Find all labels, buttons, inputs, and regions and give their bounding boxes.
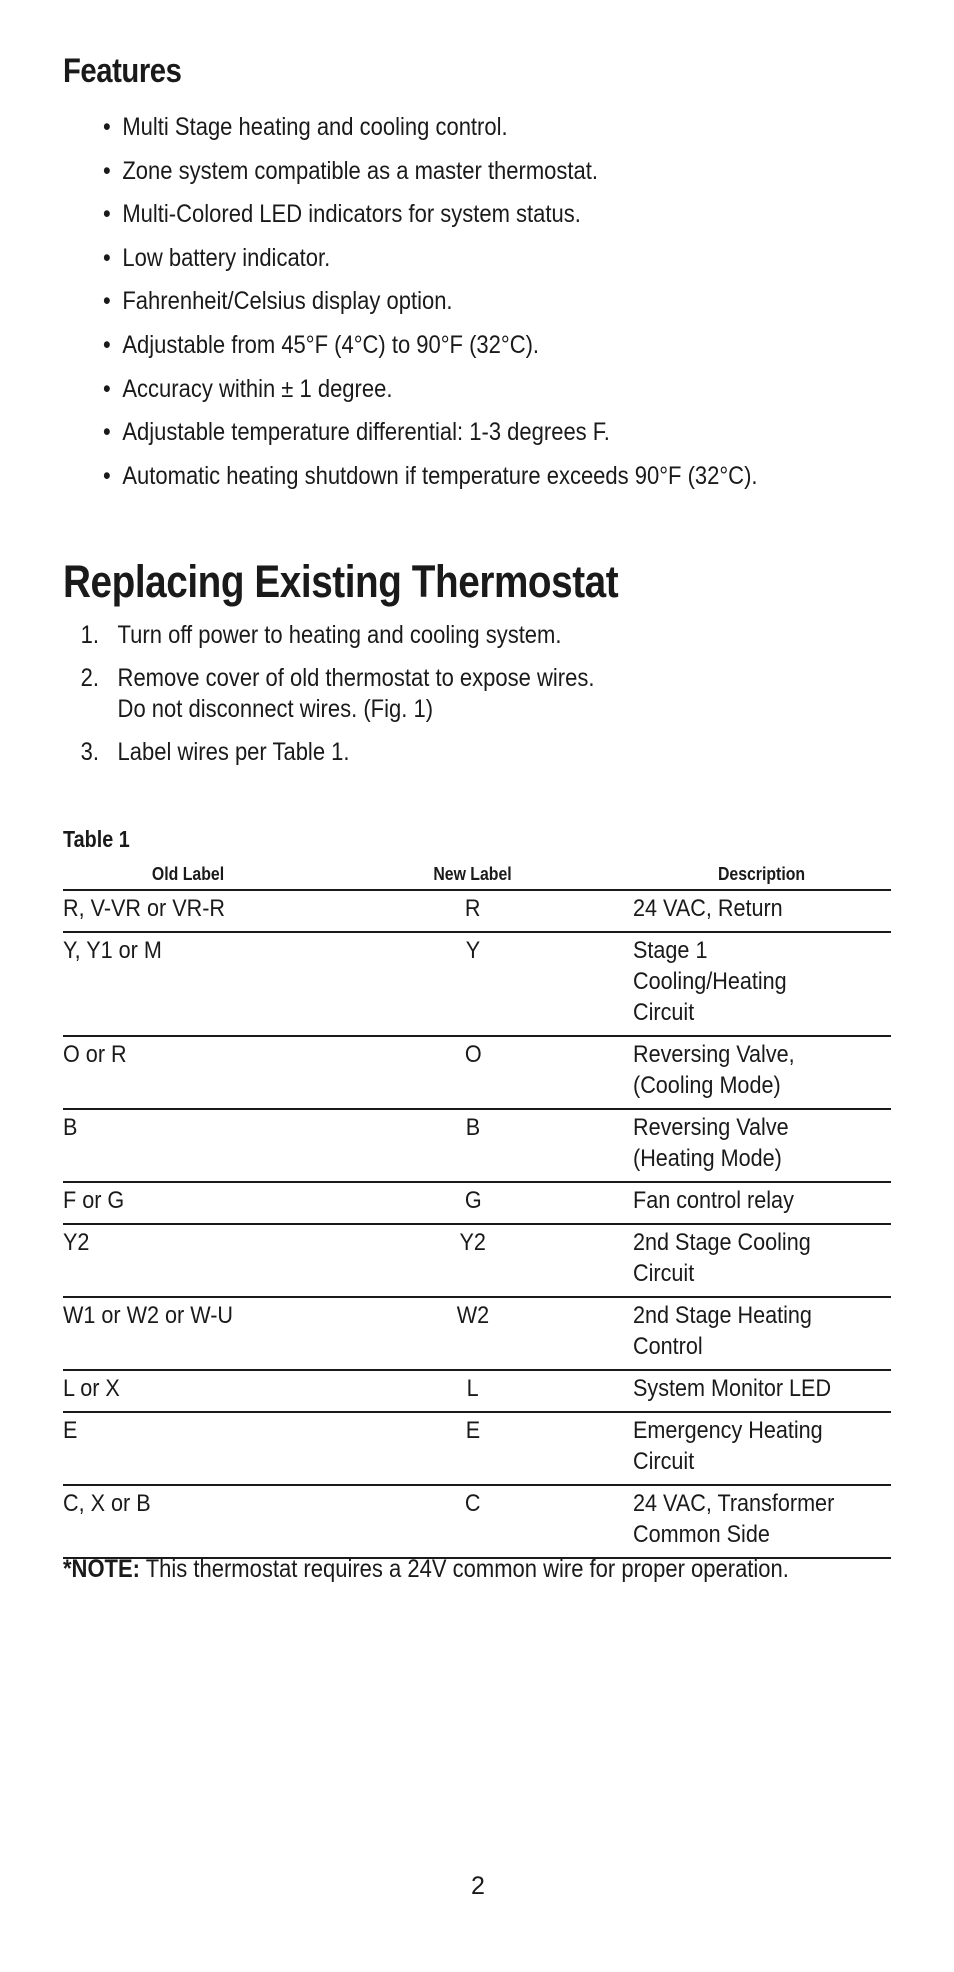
new-label-cell: C bbox=[313, 1485, 633, 1558]
table-row bbox=[63, 1182, 891, 1224]
note-label: *NOTE: bbox=[63, 1555, 140, 1583]
description-cell: 2nd Stage Heating Control bbox=[633, 1297, 891, 1370]
column-header-description: Description bbox=[633, 864, 891, 890]
table-header-row bbox=[63, 864, 891, 890]
column-header-old-label: Old Label bbox=[63, 864, 313, 890]
step-text: Turn off power to heating and cooling system. bbox=[117, 621, 562, 649]
step-item bbox=[63, 737, 594, 768]
features-list bbox=[103, 112, 847, 504]
new-label-cell: W2 bbox=[313, 1297, 633, 1370]
features-heading: Features bbox=[63, 52, 182, 90]
table-row bbox=[63, 1036, 891, 1109]
bullet-icon: • bbox=[103, 200, 111, 229]
description-cell: 24 VAC, Transformer Common Side bbox=[633, 1485, 891, 1558]
feature-item bbox=[103, 330, 758, 374]
note bbox=[63, 1554, 789, 1585]
feature-item bbox=[103, 286, 758, 330]
step-text: Label wires per Table 1. bbox=[117, 738, 350, 766]
feature-item bbox=[103, 374, 758, 418]
replacing-heading: Replacing Existing Thermostat bbox=[63, 556, 619, 607]
table-row bbox=[63, 1224, 891, 1297]
new-label-cell: G bbox=[313, 1182, 633, 1224]
old-label-cell: C, X or B bbox=[63, 1485, 313, 1558]
step-number: 2. bbox=[80, 664, 99, 692]
old-label-cell: Y, Y1 or M bbox=[63, 932, 313, 1036]
old-label-cell: F or G bbox=[63, 1182, 313, 1224]
description-cell: 24 VAC, Return bbox=[633, 890, 891, 932]
wire-label-table bbox=[63, 864, 891, 1559]
bullet-icon: • bbox=[103, 287, 111, 316]
page-number: 2 bbox=[471, 1872, 485, 1900]
feature-item bbox=[103, 417, 758, 461]
feature-text: Zone system compatible as a master thermostat. bbox=[122, 156, 599, 185]
old-label-cell: W1 or W2 or W-U bbox=[63, 1297, 313, 1370]
bullet-icon: • bbox=[103, 113, 111, 141]
note-text: This thermostat requires a 24V common wire for proper operation. bbox=[140, 1555, 789, 1583]
bullet-icon: • bbox=[103, 461, 111, 490]
old-label-cell: R, V-VR or VR-R bbox=[63, 890, 313, 932]
old-label-cell: Y2 bbox=[63, 1224, 313, 1297]
new-label-cell: O bbox=[313, 1036, 633, 1109]
manual-page bbox=[63, 0, 893, 1972]
step-number: 3. bbox=[80, 738, 99, 766]
step-item bbox=[63, 663, 594, 725]
feature-item bbox=[103, 156, 758, 200]
feature-text: Adjustable temperature differential: 1-3 degrees F. bbox=[122, 418, 610, 447]
step-item bbox=[63, 620, 594, 651]
table-title: Table 1 bbox=[63, 826, 130, 852]
feature-text: Multi-Colored LED indicators for system status. bbox=[122, 200, 581, 229]
table-row bbox=[63, 1297, 891, 1370]
table-row bbox=[63, 1109, 891, 1182]
feature-text: Automatic heating shutdown if temperature exceeds 90°F (32°C). bbox=[122, 461, 758, 490]
table-row bbox=[63, 1412, 891, 1485]
feature-text: Adjustable from 45°F (4°C) to 90°F (32°C). bbox=[122, 330, 540, 359]
feature-item bbox=[103, 461, 758, 505]
step-number: 1. bbox=[80, 621, 99, 649]
table-row bbox=[63, 1370, 891, 1412]
feature-item bbox=[103, 112, 758, 156]
description-cell: 2nd Stage Cooling Circuit bbox=[633, 1224, 891, 1297]
feature-text: Low battery indicator. bbox=[122, 243, 331, 272]
old-label-cell: E bbox=[63, 1412, 313, 1485]
table-body bbox=[63, 890, 891, 1558]
new-label-cell: L bbox=[313, 1370, 633, 1412]
step-text: Remove cover of old thermostat to expose wires. bbox=[117, 664, 595, 692]
bullet-icon: • bbox=[103, 156, 111, 185]
feature-text: Accuracy within ± 1 degree. bbox=[122, 374, 393, 403]
new-label-cell: Y bbox=[313, 932, 633, 1036]
new-label-cell: R bbox=[313, 890, 633, 932]
old-label-cell: L or X bbox=[63, 1370, 313, 1412]
bullet-icon: • bbox=[103, 330, 111, 359]
table-row bbox=[63, 1485, 891, 1558]
feature-item bbox=[103, 199, 758, 243]
bullet-icon: • bbox=[103, 418, 111, 447]
feature-text: Fahrenheit/Celsius display option. bbox=[122, 287, 453, 316]
description-cell: Reversing Valve, (Cooling Mode) bbox=[633, 1036, 891, 1109]
table-row bbox=[63, 890, 891, 932]
description-cell: Fan control relay bbox=[633, 1182, 891, 1224]
steps-list bbox=[63, 620, 667, 780]
bullet-icon: • bbox=[103, 374, 111, 403]
old-label-cell: B bbox=[63, 1109, 313, 1182]
old-label-cell: O or R bbox=[63, 1036, 313, 1109]
new-label-cell: B bbox=[313, 1109, 633, 1182]
step-text: Do not disconnect wires. (Fig. 1) bbox=[117, 695, 434, 723]
table-row bbox=[63, 932, 891, 1036]
description-cell: Reversing Valve (Heating Mode) bbox=[633, 1109, 891, 1182]
description-cell: Stage 1 Cooling/Heating Circuit bbox=[633, 932, 891, 1036]
new-label-cell: E bbox=[313, 1412, 633, 1485]
feature-text: Multi Stage heating and cooling control. bbox=[122, 113, 508, 141]
feature-item bbox=[103, 243, 758, 287]
column-header-new-label: New Label bbox=[313, 864, 633, 890]
description-cell: Emergency Heating Circuit bbox=[633, 1412, 891, 1485]
new-label-cell: Y2 bbox=[313, 1224, 633, 1297]
bullet-icon: • bbox=[103, 243, 111, 272]
description-cell: System Monitor LED bbox=[633, 1370, 891, 1412]
